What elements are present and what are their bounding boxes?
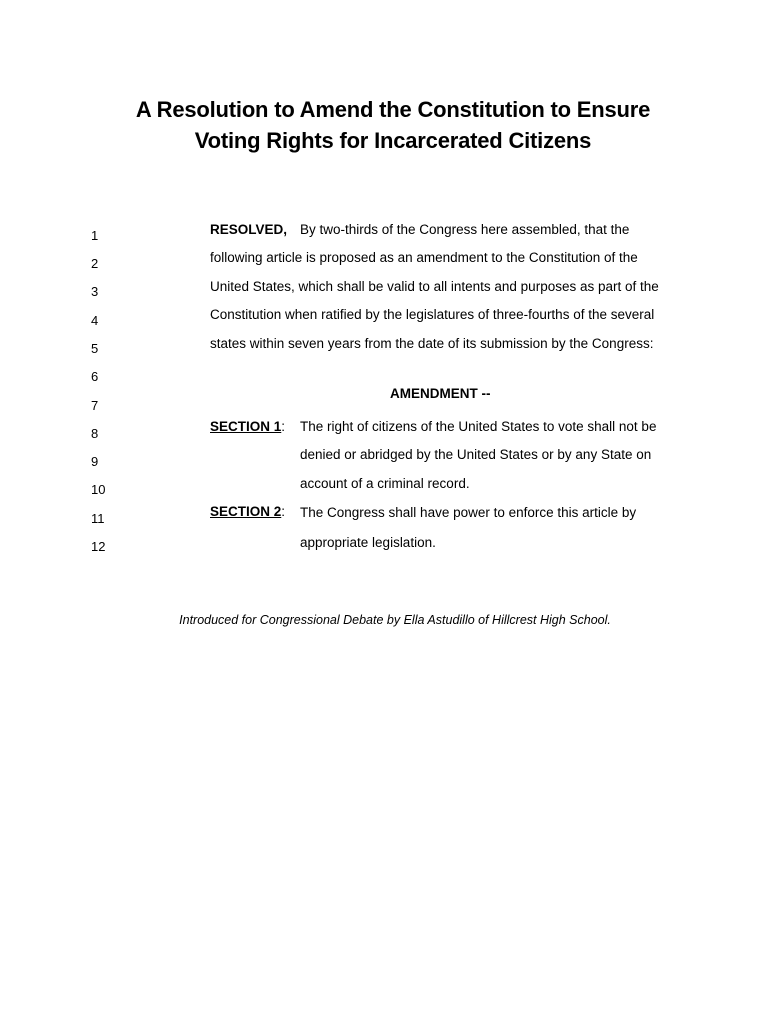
document-title — [0, 94, 768, 156]
section-2-label: SECTION 2: — [210, 504, 286, 519]
line-number: 1 — [91, 228, 99, 243]
line-number: 11 — [91, 511, 105, 526]
amendment-heading: AMENDMENT -- — [390, 386, 491, 401]
resolved-text: By two-thirds of the Congress here assembled, that the following article is proposed as an amendment to the Constitution of the United States, which shall be valid to all intents and purposes as part of the Constitution when ratified by the legislatures of three-fourths of the several states within seven years from the date of its submission by the Congress: — [210, 222, 659, 351]
line-number: 10 — [91, 482, 106, 497]
line-number: 7 — [91, 398, 99, 413]
footer-credit: Introduced for Congressional Debate by Ella Astudillo of Hillcrest High School. — [179, 613, 611, 627]
line-number: 8 — [91, 426, 99, 441]
line-number: 9 — [91, 454, 99, 469]
title-line-1: A Resolution to Amend the Constitution to Ensure — [135, 97, 651, 122]
line-number: 4 — [91, 313, 99, 328]
section-1-label-text: SECTION 1 — [210, 419, 282, 434]
line-number: 12 — [91, 539, 106, 554]
line-number: 3 — [91, 284, 99, 299]
resolved-clause — [210, 216, 680, 358]
title-line-2: Voting Rights for Incarcerated Citizens — [194, 128, 592, 153]
section-2-label-text: SECTION 2 — [210, 504, 282, 519]
line-number: 5 — [91, 341, 99, 356]
section-2-text: The Congress shall have power to enforce this article by appropriate legislation. — [300, 505, 637, 550]
line-number: 6 — [91, 369, 99, 384]
section-1-label: SECTION 1: — [210, 419, 286, 434]
section-1-text: The right of citizens of the United States to vote shall not be denied or abridged by the United States or by any State on account of a criminal record. — [300, 419, 657, 491]
line-number: 2 — [91, 256, 99, 271]
resolved-label: RESOLVED, — [210, 222, 288, 237]
